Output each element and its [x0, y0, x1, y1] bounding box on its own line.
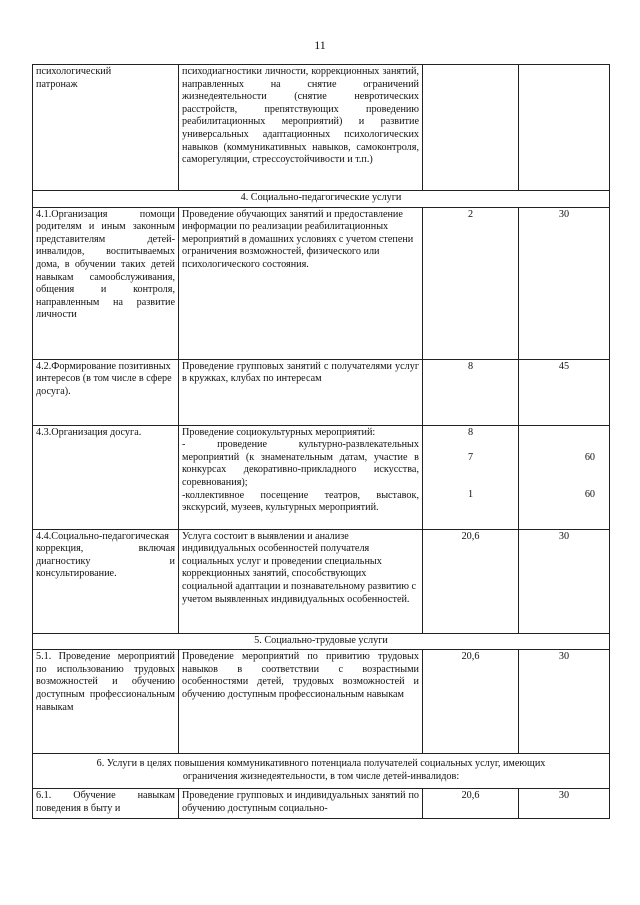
value-cell-1 [423, 207, 519, 359]
value-2: 45 [558, 360, 570, 372]
service-description-cell [179, 425, 423, 529]
section-row [33, 191, 610, 208]
value-cell-2 [519, 65, 610, 191]
service-description-cell [179, 529, 423, 633]
value-1-a: 8 [467, 426, 474, 438]
service-name: 5.1. Проведение мероприятий по использованию трудовых возможностей и обучению доступным профессиональным навыкам [36, 651, 175, 713]
service-description: Проведение обучающих занятий и предоставление информации по реализации реабилитационных мероприятий в домашних условиях с учетом степени ограничения возможностей, физического или психологического состояния. [182, 208, 414, 270]
value-2-a: 60 [584, 451, 595, 463]
service-description-cell [179, 650, 423, 754]
service-name-cell [33, 650, 179, 754]
service-name-cell [33, 789, 179, 819]
section-row [33, 754, 610, 789]
value-cell-1 [423, 65, 519, 191]
table-row [33, 425, 610, 529]
service-name: 4.1.Организация помощи родителям и иным законным представителям детей-инвалидов, воспитываемых дома, в обучении таких детей навыкам самообслуживания, общения и контроля, направленным на развитие личности [36, 208, 175, 321]
service-name-cell [33, 425, 179, 529]
service-description-cell [179, 789, 423, 819]
section-row [33, 633, 610, 650]
services-table [32, 64, 610, 819]
value-2-b: 60 [584, 489, 595, 501]
value-1-c: 1 [467, 489, 474, 501]
section-title: 5. Социально-трудовые услуги [33, 633, 610, 650]
value-cell-2 [519, 359, 610, 425]
value-cell-2 [519, 529, 610, 633]
service-description: психодиагностики личности, коррекционных занятий, направленных на снятие ограничений жизнедеятельности (снятие невротических расстройств, препятствующих проведению реабилитационных мероприятий) и развитие универсальных адаптационных психологических навыков (коммуникативных навыков, самоконтроля, саморегуляции, стрессоустойчивости и т.п.) [182, 66, 419, 166]
value-1-b: 7 [467, 451, 474, 463]
value-cell-2 [519, 650, 610, 754]
service-name-cell [33, 65, 179, 191]
service-name-cell [33, 529, 179, 633]
value-2: 30 [558, 790, 570, 802]
service-description: Проведение мероприятий по привитию трудовых навыков в соответствии с возрастными особенностями детей, трудовых возможностей и обучению доступным профессиональным навыкам [182, 651, 419, 700]
service-description-cell [179, 65, 423, 191]
section-title: 6. Услуги в целях повышения коммуникативного потенциала получателей социальных услуг, имеющих ограничения жизнедеятельности, в том числе детей-инвалидов: [33, 754, 610, 789]
service-name: 4.4.Социально-педагогическая коррекция, включая диагностику и консультирование. [36, 530, 175, 580]
service-description: Проведение социокультурных мероприятий: - проведение культурно-развлекательных мероприятий (к знаменательным датам, участие в конкурсах декоративно-прикладного искусства, соревнования); -коллективное посещение театров, выставок, экскурсий, музеев, культурных мероприятий. [182, 426, 419, 514]
value-1: 8 [467, 360, 474, 372]
page-number: 11 [314, 38, 326, 52]
value-cell-2 [519, 425, 610, 529]
value-2: 30 [558, 208, 570, 220]
service-name: 4.3.Организация досуга. [36, 426, 142, 438]
section-title: 4. Социально-педагогические услуги [33, 191, 610, 208]
service-name-cell [33, 359, 179, 425]
table-row [33, 65, 610, 191]
value-cell-1 [423, 650, 519, 754]
service-description: Проведение групповых занятий с получателями услуг в кружках, клубах по интересам [182, 360, 419, 385]
service-name-cell [33, 207, 179, 359]
table-row [33, 207, 610, 359]
service-description: Услуга состоит в выявлении и анализе индивидуальных особенностей получателя социальных услуг и проведении специальных коррекционных занятий, способствующих социальной адаптации и познавательному развитию с учетом выявленных индивидуальных особенностей. [182, 530, 417, 605]
value-1: 20,6 [461, 530, 480, 542]
service-description: Проведение групповых и индивидуальных занятий по обучению доступным социально- [182, 790, 419, 814]
service-name: 4.2.Формирование позитивных интересов (в том числе в сфере досуга). [36, 360, 172, 397]
value-cell-2 [519, 207, 610, 359]
value-2: 30 [558, 651, 570, 663]
value-cell-1 [423, 425, 519, 529]
service-name: психологический патронаж [36, 66, 112, 90]
value-cell-1 [423, 359, 519, 425]
value-cell-2 [519, 789, 610, 819]
value-cell-1 [423, 789, 519, 819]
value-2: 30 [558, 530, 570, 542]
table-row [33, 650, 610, 754]
service-name: 6.1. Обучение навыкам поведения в быту и [36, 790, 175, 814]
table-row [33, 359, 610, 425]
value-1: 20,6 [461, 651, 480, 663]
service-description-cell [179, 359, 423, 425]
table-row [33, 789, 610, 819]
value-1: 2 [467, 208, 474, 220]
value-cell-1 [423, 529, 519, 633]
value-1: 20,6 [461, 790, 480, 802]
service-description-cell [179, 207, 423, 359]
table-row [33, 529, 610, 633]
